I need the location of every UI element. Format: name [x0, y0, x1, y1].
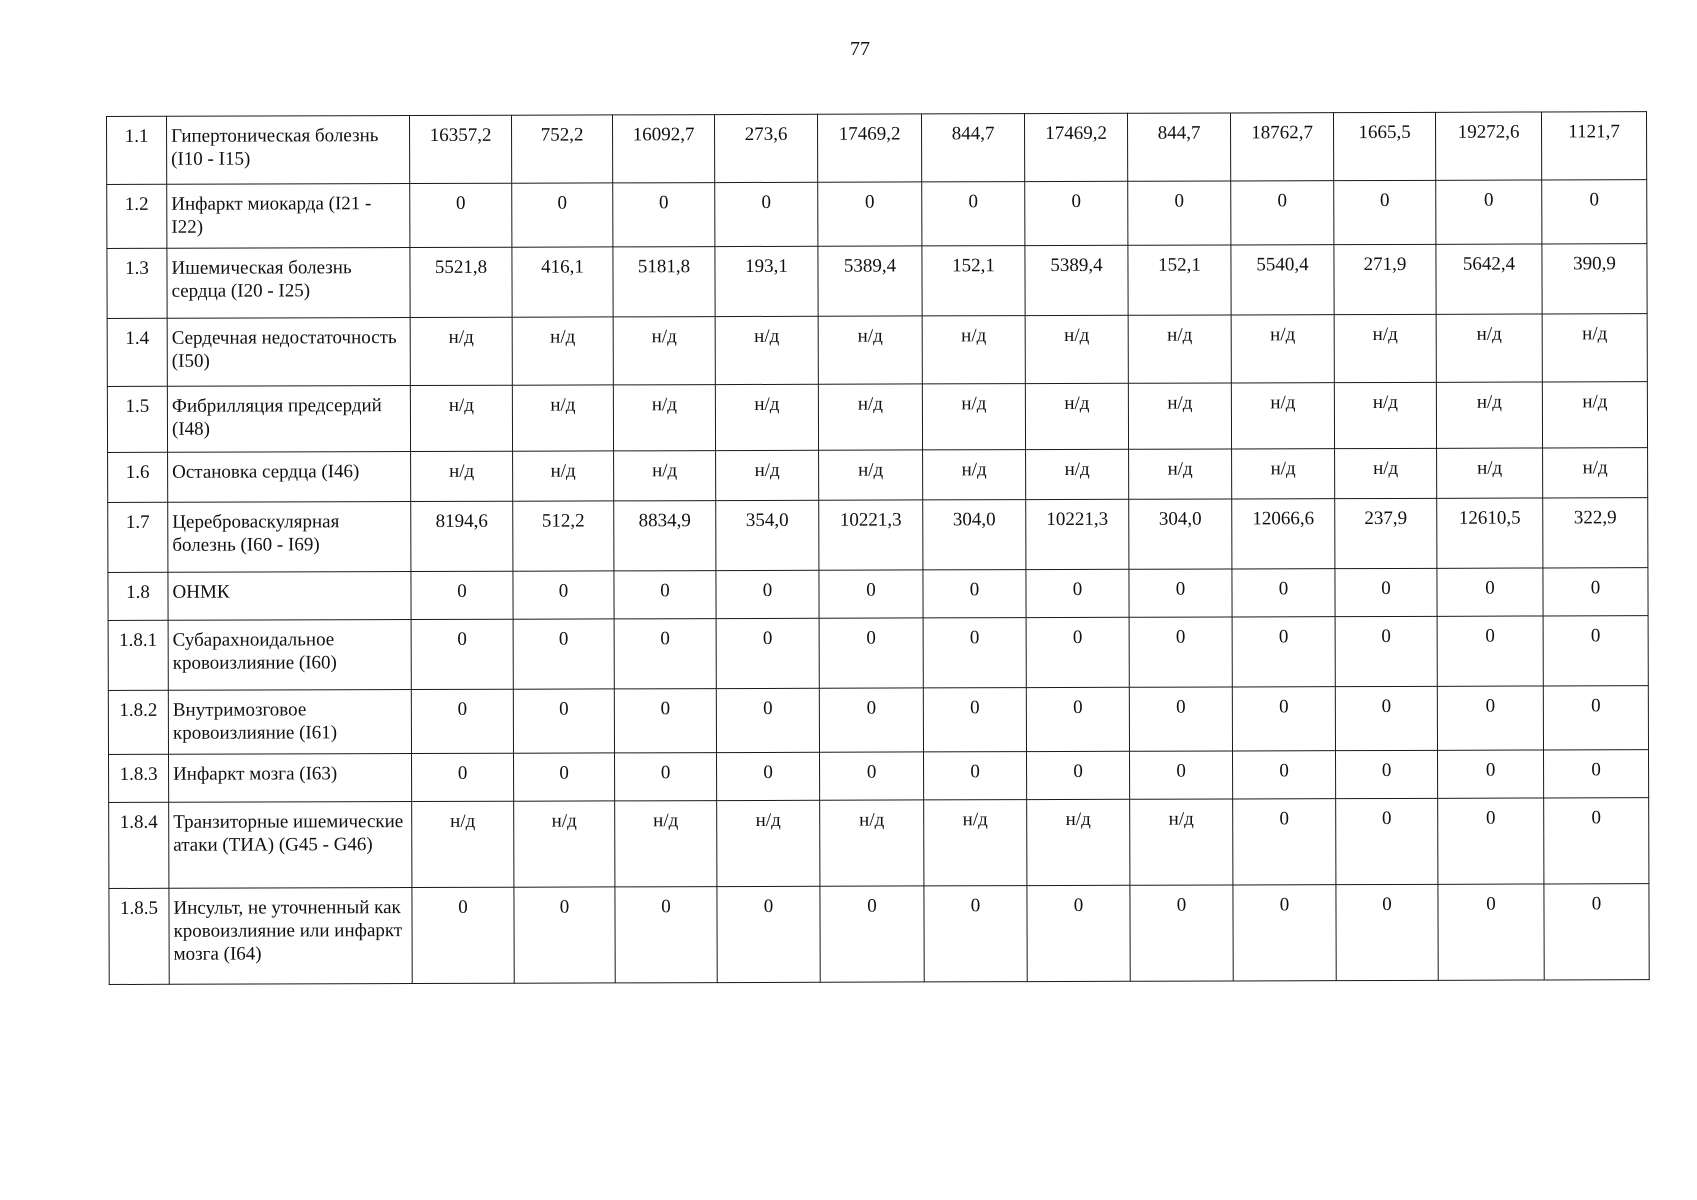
- value-cell: н/д: [1335, 448, 1437, 498]
- value-cell: 0: [819, 570, 923, 618]
- value-cell: 322,9: [1543, 498, 1648, 568]
- table-row: [108, 498, 1648, 573]
- value-cell: 0: [819, 618, 923, 688]
- row-code: 1.8.4: [109, 802, 169, 888]
- row-code: 1.8.3: [109, 754, 169, 802]
- value-cell: 1665,5: [1333, 112, 1435, 180]
- row-code: 1.8.1: [108, 620, 168, 690]
- row-name: Цереброваскулярная болезнь (I60 - I69): [168, 502, 411, 573]
- value-cell: 0: [716, 618, 819, 688]
- value-cell: 237,9: [1335, 498, 1437, 568]
- value-cell: 0: [1027, 751, 1130, 799]
- row-code: 1.8.5: [109, 888, 169, 984]
- value-cell: н/д: [1542, 382, 1647, 448]
- value-cell: н/д: [512, 385, 613, 451]
- value-cell: 0: [1335, 750, 1437, 798]
- value-cell: 0: [514, 887, 615, 983]
- table-row: [107, 314, 1647, 387]
- value-cell: 0: [613, 183, 715, 247]
- value-cell: н/д: [514, 801, 615, 887]
- value-cell: 0: [820, 752, 924, 800]
- row-code: 1.8.2: [108, 690, 168, 754]
- value-cell: 0: [1437, 616, 1543, 686]
- value-cell: 0: [1026, 569, 1129, 617]
- value-cell: 512,2: [513, 501, 614, 571]
- value-cell: н/д: [924, 800, 1027, 886]
- value-cell: 0: [1334, 180, 1436, 244]
- value-cell: 19272,6: [1435, 112, 1541, 180]
- value-cell: н/д: [1231, 315, 1334, 383]
- value-cell: н/д: [1542, 314, 1647, 382]
- value-cell: 0: [615, 753, 717, 801]
- value-cell: 0: [1436, 180, 1542, 244]
- value-cell: н/д: [717, 800, 820, 886]
- table-row: [109, 884, 1649, 985]
- row-name: Сердечная недостаточность (I50): [167, 318, 410, 387]
- value-cell: 0: [1129, 617, 1232, 687]
- row-name: Ишемическая болезнь сердца (I20 - I25): [167, 248, 410, 319]
- value-cell: 1121,7: [1541, 112, 1646, 180]
- value-cell: н/д: [715, 384, 818, 450]
- value-cell: 0: [1128, 181, 1231, 245]
- table-body: [107, 112, 1650, 985]
- value-cell: 0: [1437, 686, 1543, 750]
- row-name: Инфаркт миокарда (I21 - I22): [167, 184, 410, 249]
- row-code: 1.8: [108, 572, 168, 620]
- value-cell: н/д: [1436, 314, 1542, 382]
- value-cell: 0: [1129, 687, 1232, 751]
- value-cell: н/д: [613, 317, 715, 385]
- table-row: [108, 568, 1648, 621]
- value-cell: 0: [513, 689, 614, 753]
- value-cell: 752,2: [511, 115, 612, 183]
- value-cell: н/д: [820, 800, 924, 886]
- value-cell: 8834,9: [614, 501, 716, 571]
- value-cell: 5540,4: [1231, 245, 1334, 315]
- value-cell: 304,0: [1129, 499, 1232, 569]
- value-cell: 0: [716, 570, 819, 618]
- row-name: Транзиторные ишемические атаки (ТИА) (G45 - G46): [169, 802, 412, 889]
- value-cell: 0: [513, 619, 614, 689]
- value-cell: 5521,8: [410, 247, 512, 317]
- value-cell: н/д: [1128, 383, 1231, 449]
- value-cell: 152,1: [922, 246, 1025, 316]
- value-cell: н/д: [818, 384, 922, 450]
- value-cell: 0: [924, 752, 1027, 800]
- value-cell: 0: [513, 571, 614, 619]
- value-cell: 304,0: [923, 500, 1026, 570]
- value-cell: 0: [1232, 569, 1335, 617]
- value-cell: н/д: [819, 450, 923, 500]
- value-cell: 0: [1233, 799, 1336, 885]
- value-cell: 0: [1336, 798, 1438, 884]
- value-cell: н/д: [1026, 449, 1129, 499]
- row-code: 1.7: [108, 502, 168, 572]
- value-cell: 0: [1232, 687, 1335, 751]
- value-cell: н/д: [922, 384, 1025, 450]
- value-cell: 0: [614, 689, 716, 753]
- value-cell: н/д: [1437, 448, 1543, 498]
- value-cell: 0: [615, 887, 717, 983]
- value-cell: н/д: [615, 801, 717, 887]
- value-cell: 17469,2: [817, 114, 921, 182]
- value-cell: 5181,8: [613, 247, 715, 317]
- value-cell: 5389,4: [818, 246, 922, 316]
- value-cell: 16092,7: [612, 115, 714, 183]
- value-cell: 390,9: [1542, 244, 1647, 314]
- value-cell: 18762,7: [1230, 113, 1333, 181]
- table-row: [109, 750, 1649, 803]
- value-cell: 0: [1232, 617, 1335, 687]
- value-cell: 0: [1335, 568, 1437, 616]
- table-row: [107, 382, 1647, 453]
- row-name: Внутримозговое кровоизлияние (I61): [168, 690, 411, 755]
- value-cell: н/д: [1130, 799, 1233, 885]
- row-name: Инфаркт мозга (I63): [169, 754, 412, 803]
- value-cell: 0: [412, 753, 514, 801]
- value-cell: н/д: [1334, 314, 1436, 382]
- value-cell: 0: [1233, 885, 1336, 981]
- value-cell: н/д: [1025, 383, 1128, 449]
- value-cell: 0: [411, 689, 513, 753]
- row-code: 1.6: [108, 452, 168, 502]
- value-cell: 0: [923, 618, 1026, 688]
- value-cell: 0: [818, 182, 922, 246]
- value-cell: н/д: [614, 451, 716, 501]
- row-code: 1.3: [107, 248, 167, 318]
- value-cell: 0: [717, 752, 820, 800]
- value-cell: 0: [1025, 181, 1128, 245]
- value-cell: 354,0: [716, 500, 819, 570]
- value-cell: 0: [924, 886, 1027, 982]
- value-cell: 0: [1336, 884, 1438, 980]
- value-cell: н/д: [412, 801, 514, 887]
- row-code: 1.1: [107, 116, 167, 184]
- value-cell: 16357,2: [410, 115, 512, 183]
- value-cell: 0: [1026, 617, 1129, 687]
- value-cell: н/д: [1334, 382, 1436, 448]
- table-row: [107, 112, 1647, 185]
- value-cell: 0: [923, 570, 1026, 618]
- value-cell: 0: [1233, 751, 1336, 799]
- value-cell: 17469,2: [1024, 113, 1127, 181]
- table-container: [106, 111, 1649, 985]
- value-cell: 0: [614, 571, 716, 619]
- value-cell: н/д: [1232, 449, 1335, 499]
- value-cell: 0: [1543, 568, 1648, 616]
- page-number: 77: [850, 38, 870, 60]
- value-cell: 0: [411, 571, 513, 619]
- value-cell: н/д: [1025, 315, 1128, 383]
- value-cell: 0: [922, 182, 1025, 246]
- value-cell: 5642,4: [1436, 244, 1542, 314]
- row-code: 1.5: [107, 386, 167, 452]
- value-cell: н/д: [1231, 383, 1334, 449]
- value-cell: 0: [1543, 750, 1648, 798]
- value-cell: 193,1: [715, 246, 818, 316]
- value-cell: 10221,3: [1026, 499, 1129, 569]
- value-cell: 416,1: [512, 247, 613, 317]
- row-name: Инсульт, не уточненный как кровоизлияние или инфаркт мозга (I64): [169, 888, 412, 985]
- value-cell: 844,7: [921, 114, 1024, 182]
- value-cell: 0: [1129, 569, 1232, 617]
- row-name: Субарахноидальное кровоизлияние (I60): [168, 620, 411, 691]
- row-name: Гипертоническая болезнь (I10 - I15): [167, 116, 410, 185]
- value-cell: 0: [1026, 687, 1129, 751]
- value-cell: 0: [820, 886, 924, 982]
- value-cell: 0: [1335, 686, 1437, 750]
- value-cell: 0: [716, 688, 819, 752]
- value-cell: н/д: [512, 317, 613, 385]
- value-cell: 5389,4: [1025, 245, 1128, 315]
- value-cell: 0: [1543, 616, 1648, 686]
- value-cell: 0: [717, 886, 820, 982]
- value-cell: 0: [1437, 568, 1543, 616]
- value-cell: 271,9: [1334, 244, 1436, 314]
- value-cell: 0: [512, 183, 613, 247]
- row-name: ОНМК: [168, 572, 411, 621]
- value-cell: 844,7: [1127, 113, 1230, 181]
- value-cell: н/д: [922, 316, 1025, 384]
- table-row: [109, 798, 1649, 889]
- value-cell: н/д: [410, 385, 512, 451]
- value-cell: 0: [1231, 181, 1334, 245]
- value-cell: 12610,5: [1437, 498, 1543, 568]
- data-table: [106, 111, 1650, 985]
- value-cell: 0: [411, 619, 513, 689]
- value-cell: н/д: [613, 385, 715, 451]
- value-cell: 0: [412, 887, 514, 983]
- value-cell: 10221,3: [819, 500, 923, 570]
- row-name: Остановка сердца (I46): [168, 452, 411, 503]
- row-code: 1.2: [107, 184, 167, 248]
- value-cell: н/д: [411, 451, 513, 501]
- table-row: [107, 244, 1647, 319]
- value-cell: 0: [1130, 885, 1233, 981]
- value-cell: 0: [1437, 750, 1543, 798]
- value-cell: 0: [1027, 885, 1130, 981]
- value-cell: 152,1: [1128, 245, 1231, 315]
- value-cell: 0: [614, 619, 716, 689]
- value-cell: н/д: [410, 317, 512, 385]
- value-cell: 0: [819, 688, 923, 752]
- value-cell: 0: [1544, 884, 1649, 980]
- value-cell: 0: [1543, 686, 1648, 750]
- value-cell: 0: [514, 753, 615, 801]
- value-cell: н/д: [1543, 448, 1648, 498]
- table-row: [108, 448, 1648, 503]
- value-cell: н/д: [818, 316, 922, 384]
- value-cell: н/д: [715, 316, 818, 384]
- value-cell: 0: [1544, 798, 1649, 884]
- value-cell: н/д: [1027, 799, 1130, 885]
- table-row: [108, 686, 1648, 755]
- value-cell: 0: [1542, 180, 1647, 244]
- row-code: 1.4: [107, 318, 167, 386]
- value-cell: н/д: [716, 450, 819, 500]
- row-name: Фибрилляция предсердий (I48): [167, 386, 410, 453]
- value-cell: 0: [715, 182, 818, 246]
- value-cell: 0: [1438, 884, 1544, 980]
- value-cell: н/д: [1128, 315, 1231, 383]
- value-cell: 0: [1438, 798, 1544, 884]
- value-cell: н/д: [923, 450, 1026, 500]
- value-cell: 8194,6: [411, 501, 513, 571]
- value-cell: 12066,6: [1232, 499, 1335, 569]
- value-cell: 273,6: [714, 114, 817, 182]
- value-cell: 0: [1335, 616, 1437, 686]
- table-row: [107, 180, 1647, 249]
- table-row: [108, 616, 1648, 691]
- value-cell: н/д: [513, 451, 614, 501]
- value-cell: 0: [410, 183, 512, 247]
- value-cell: н/д: [1129, 449, 1232, 499]
- value-cell: 0: [1130, 751, 1233, 799]
- value-cell: 0: [923, 688, 1026, 752]
- value-cell: н/д: [1436, 382, 1542, 448]
